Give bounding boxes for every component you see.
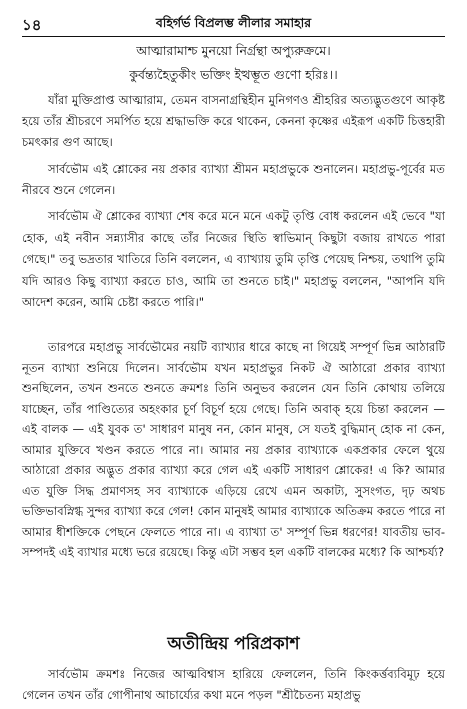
paragraph-4: তারপরে মহাপ্রভু সার্বভৌমের নয়টি ব্যাখ্যার ধারে কাছে না গিয়েই সম্পূর্ণ ভিন্ন আঠারটি নূতন ব্যাখ্যা শুনিয়ে দিলেন। সার্বভৌম যখন মহাপ্রভুর নিকট ঐ আঠারো প্রকার ব্যাখ্যা শুনছিলেন, তখন শুনতে শুনতে ক্রমশঃ তিনি অনুভব করলেন যেন তিনি কোথায় তলিয়ে যাচ্ছেন, তাঁর পাণ্ডিত্যের অহংকার চূর্ণ বিচূর্ণ হয়ে গেছে। তিনি অবাক্ হয়ে চিন্তা করলেন — এই বালক — এই যুবক ত' সাধারণ মানুষ নন, কোন মানুষ, সে যতই বুদ্ধিমান্ হোক না কেন, আমার যুক্তিবে খণ্ডন করতে পারে না। আমার নয় প্রকার ব্যাখ্যাকে একপ্রকার ফেলে থুয়ে আঠারো প্রকার অদ্ভুত প্রকার ব্যাখ্যা করে গেল এই একটি সাধারণ শ্লোকের! এ কি? আমার এত যুক্তি সিদ্ধ প্রমাণসহ সব ব্যাখ্যাকে এড়িয়ে রেখে এমন অকাট্য, সুসংগত, দৃঢ় অথচ ভক্তিভাবস্নিগ্ধ সুন্দর ব্যাখ্যা করে গেল! কোন মানুষই আমার ব্যাখ্যাকে অতিক্রম করতে পারে না আমার ধীশক্তিকে পেছনে ফেলতে পারে না। এ ব্যাখ্যা ত' সম্পূর্ণ ভিন্ন ধরণের! যাবতীয় ভাব-সম্পদই এই ব্যাখার মধ্যে ভরে রয়েছে। কিন্তু এটা সম্ভব হল একটি বালকের মধ্যে? কি আশ্চর্য্য?: [22, 340, 445, 559]
running-title: বহির্গর্ভ বিপ্রলম্ভ লীলার সমাহার: [155, 15, 312, 30]
verse-line-1: আত্মারামাশ্চ মুনয়ো নির্গ্রন্থা অপ্যুরুক্রমে।: [136, 43, 331, 58]
paragraph-2: সার্বভৌম এই শ্লোকের নয় প্রকার ব্যাখ্যা শ্রীমন মহাপ্রভুকে শুনালেন। মহাপ্রভু-পূর্বের মত নীরবে শুনে গেলেন।: [22, 162, 445, 197]
verse-line-2: কুর্বন্ত্যহৈতুকীং ভক্তিং ইত্থম্ভূত গুণো হরিঃ।।: [129, 67, 338, 82]
paragraph-3: সার্বভৌম ঐ শ্লোকের ব্যাখ্যা শেষ করে মনে মনে একটু তৃপ্তি বোধ করলেন এই ভেবে "যা হোক, এই নবীন সন্ন্যাসীর কাছে তাঁর নিজের স্থিতি স্বাভিমান্ কিছুটা বজায় রাখতে পারা গেছে।" তবু ভদ্রতার খাতিরে তিনি বললেন, এ ব্যাখ্যায় তুমি তৃপ্তি পেয়েছ নিশ্চয়, তথাপি তুমি যদি আরও কিছু ব্যাখ্যা করতে চাও, আমি তা শুনতে চাই।" মহাপ্রভু বললেন, "আপনি যদি আদেশ করেন, আমি চেষ্টা করতে পারি।": [22, 209, 445, 309]
page-number: ১৪: [22, 16, 42, 34]
page-header: [22, 14, 445, 36]
header-rule: [22, 36, 445, 37]
paragraph-5: সার্বভৌম ক্রমশঃ নিজের আত্মবিশ্বাস হারিয়ে ফেললেন, তিনি কিংকর্ত্তব্যবিমূঢ় হয়ে গেলেন তখন তাঁর গোপীনাথ আচার্য্যের কথা মনে পড়ল "শ্রীচৈতন্য মহাপ্রভু: [22, 667, 445, 702]
paragraph-1: যাঁরা মুক্তিপ্রাপ্ত আত্মারাম, তেমন বাসনাগ্রন্থিহীন মুনিগণও শ্রীহরির অত্যদ্ভুতগুণে আকৃষ্ট হয়ে তাঁর শ্রীচরণে সমর্পিত হয়ে শ্রদ্ধাভক্তি করে থাকেন, কেননা কৃষ্ণের এইরূপ একটি চিত্তহারী চমৎকার গুণ আছে।: [22, 93, 445, 149]
section-heading: অতীন্দ্রিয় পরিপ্রকাশ: [167, 634, 300, 654]
